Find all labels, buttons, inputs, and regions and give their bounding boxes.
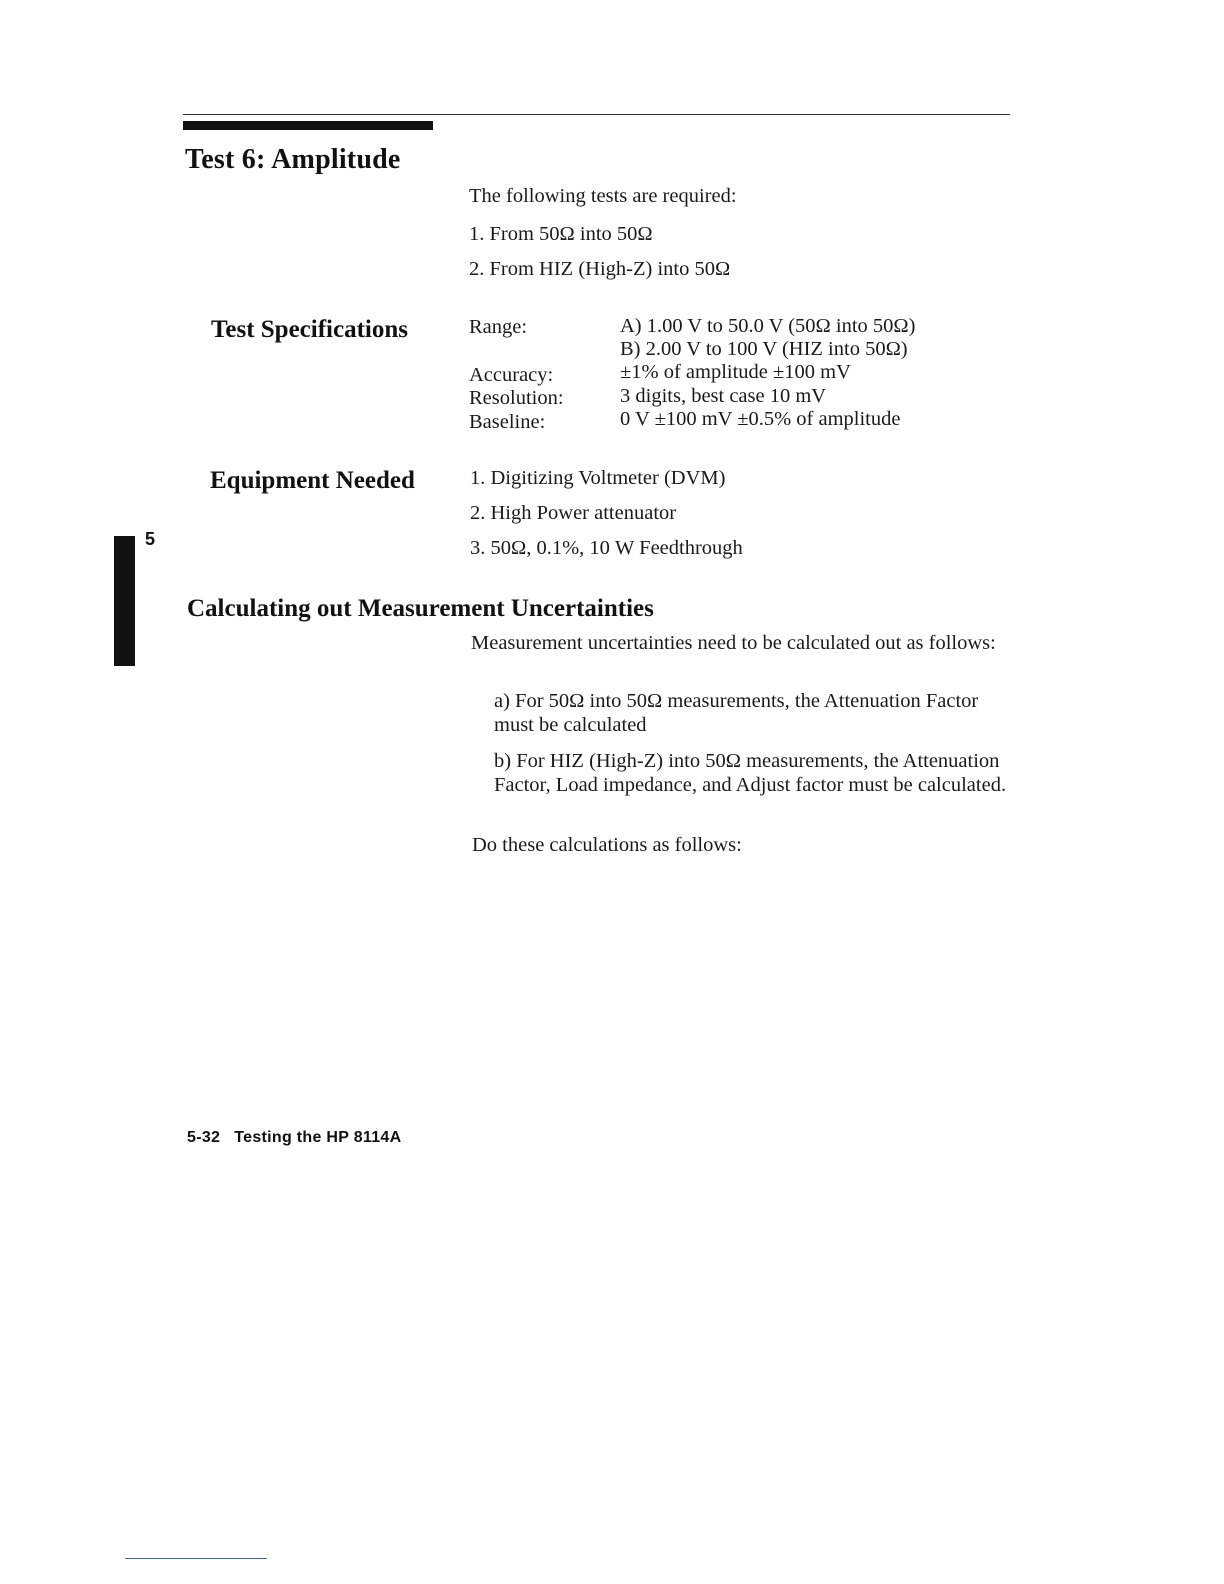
equipment-item-2: 2. High Power attenuator — [470, 502, 677, 524]
footer-page-number: 5-32 — [187, 1129, 221, 1146]
spec-label-range: Range: — [469, 316, 528, 338]
header-rule-thick — [183, 121, 433, 130]
equipment-item-1: 1. Digitizing Voltmeter (DVM) — [470, 467, 726, 489]
chapter-tab-number: 5 — [145, 529, 156, 549]
spec-label-resolution: Resolution: — [469, 387, 564, 409]
footer-title: Testing the HP 8114A — [234, 1129, 402, 1146]
bottom-divider — [125, 1558, 267, 1559]
intro-item-2: 2. From HIZ (High-Z) into 50Ω — [469, 258, 731, 280]
test-specs-heading: Test Specifications — [211, 316, 408, 343]
header-rule-thin — [183, 114, 1010, 115]
spec-value-range-b: B) 2.00 V to 100 V (HIZ into 50Ω) — [620, 338, 908, 360]
intro-item-1: 1. From 50Ω into 50Ω — [469, 223, 653, 245]
equipment-heading: Equipment Needed — [210, 467, 415, 494]
uncertainties-item-b: b) For HIZ (High-Z) into 50Ω measurements, the Attenuation Factor, Load impedance, and Adjust factor must be calculated. — [494, 750, 1007, 796]
uncertainties-heading: Calculating out Measurement Uncertainties — [187, 595, 654, 622]
section-title: Test 6: Amplitude — [185, 144, 401, 175]
equipment-item-3: 3. 50Ω, 0.1%, 10 W Feedthrough — [470, 537, 743, 559]
uncertainties-closing: Do these calculations as follows: — [472, 834, 742, 856]
spec-label-accuracy: Accuracy: — [469, 364, 554, 386]
chapter-tab-bar — [114, 536, 135, 666]
spec-value-baseline: 0 V ±100 mV ±0.5% of amplitude — [620, 408, 901, 430]
spec-value-resolution: 3 digits, best case 10 mV — [620, 385, 827, 407]
uncertainties-item-a: a) For 50Ω into 50Ω measurements, the Attenuation Factor must be calculated — [494, 690, 979, 736]
spec-label-baseline: Baseline: — [469, 411, 546, 433]
spec-value-accuracy: ±1% of amplitude ±100 mV — [620, 361, 851, 383]
intro-text: The following tests are required: — [469, 185, 737, 207]
spec-value-range-a: A) 1.00 V to 50.0 V (50Ω into 50Ω) — [620, 315, 916, 337]
page-footer — [187, 1129, 415, 1147]
uncertainties-intro: Measurement uncertainties need to be calculated out as follows: — [471, 632, 996, 654]
